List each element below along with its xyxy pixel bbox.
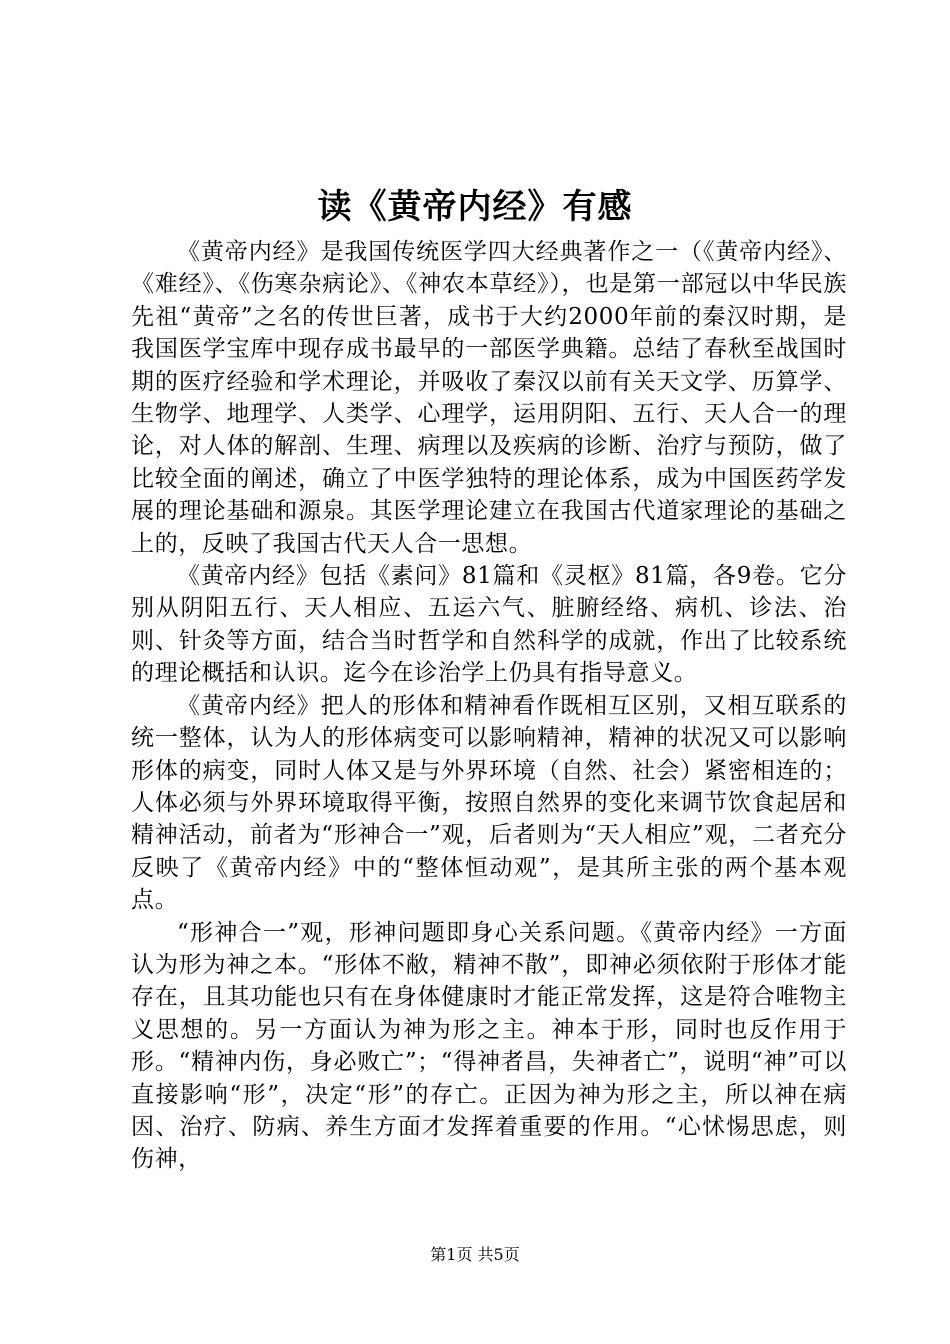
document-title: 读《黄帝内经》有感 xyxy=(317,187,633,227)
paragraph-1: 《黄帝内经》是我国传统医学四大经典著作之一（《黄帝内经》、《难经》、《伤寒杂病论》、《神农本草经》），也是第一部冠以中华民族先祖“黄帝”之名的传世巨著，成书于大约2000年前的秦汉时期，是我国医学宝库中现存成书最早的一部医学典籍。总结了春秋至战国时期的医疗经验和学术理论，并吸收了秦汉以前有关天文学、历算学、生物学、地理学、人类学、心理学，运用阴阳、五行、天人合一的理论，对人体的解剖、生理、病理以及疾病的诊断、治疗与预防，做了比较全面的阐述，确立了中医学独特的理论体系，成为中国医药学发展的理论基础和源泉。其医学理论建立在我国古代道家理论的基础之上的，反映了我国古代天人合一思想。 xyxy=(131,239,847,557)
document-body xyxy=(131,236,847,1176)
page-number: 第1页 共5页 xyxy=(430,1245,520,1264)
page-footer xyxy=(0,1244,950,1266)
paragraph-4: “形神合一”观，形神问题即身心关系问题。《黄帝内经》一方面认为形为神之本。“形体不敝，精神不散”，即神必须依附于形体才能存在，且其功能也只有在身体健康时才能正常发挥，这是符合唯物主义思想的。另一方面认为神为形之主。神本于形，同时也反作用于形。“精神内伤，身必败亡”；“得神者昌，失神者亡”，说明“神”可以直接影响“形”，决定“形”的存亡。正因为神为形之主，所以神在病因、治疗、防病、养生方面才发挥着重要的作用。“心怵惕思虑，则伤神， xyxy=(131,919,847,1173)
paragraph-3: 《黄帝内经》把人的形体和精神看作既相互区别，又相互联系的统一整体，认为人的形体病变可以影响精神，精神的状况又可以影响形体的病变，同时人体又是与外界环境（自然、社会）紧密相连的；人体必须与外界环境取得平衡，按照自然界的变化来调节饮食起居和精神活动，前者为“形神合一”观，后者则为“天人相应”观，二者充分反映了《黄帝内经》中的“整体恒动观”，是其所主张的两个基本观点。 xyxy=(131,692,847,914)
paragraph-2: 《黄帝内经》包括《素问》81篇和《灵枢》81篇，各9卷。它分别从阴阳五行、天人相应、五运六气、脏腑经络、病机、诊法、治则、针灸等方面，结合当时哲学和自然科学的成就，作出了比较系统的理论概括和认识。迄今在诊治学上仍具有指导意义。 xyxy=(131,563,847,687)
